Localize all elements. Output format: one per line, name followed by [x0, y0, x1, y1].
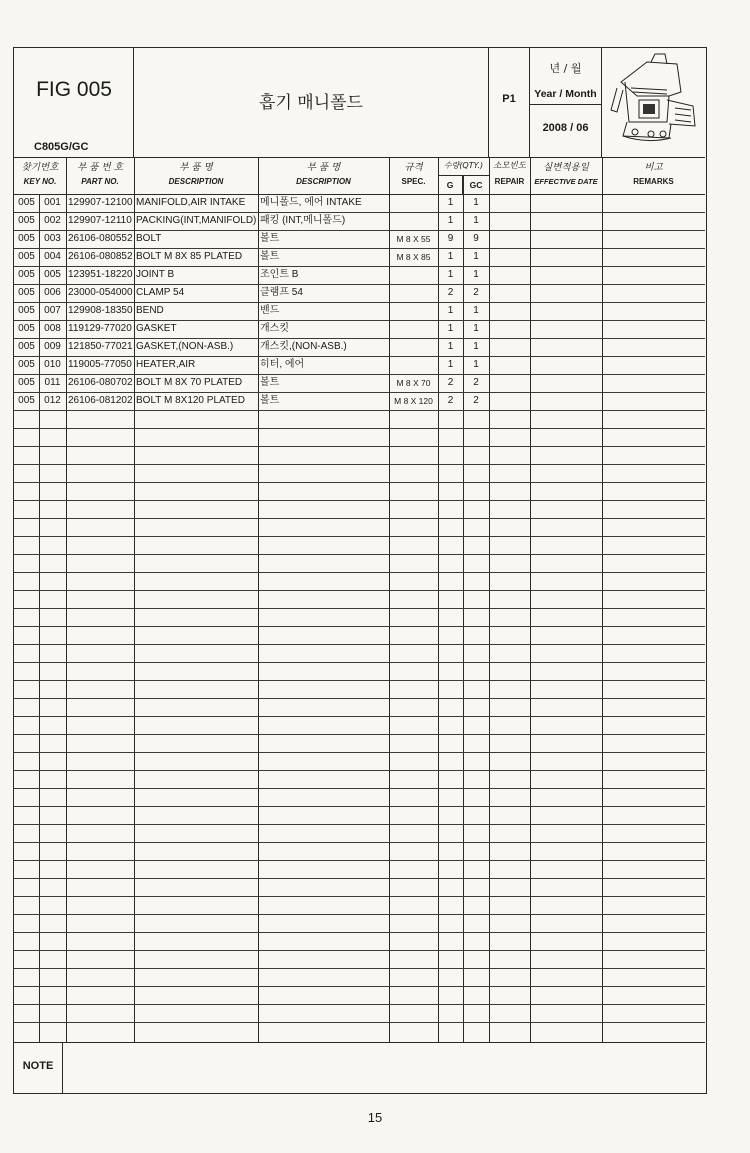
cell-desc-en: CLAMP 54 — [136, 287, 185, 298]
cell-part-no: 129908-18350 — [68, 305, 133, 316]
col-description-ko: 부 품 명 DESCRIPTION — [296, 162, 351, 186]
parts-table-body — [14, 194, 705, 1042]
title-cell — [134, 48, 489, 157]
cell-fig: 005 — [18, 197, 35, 208]
cell-key: 002 — [44, 215, 61, 226]
cell-part-no: 129907-12110 — [68, 215, 132, 226]
year-month-en: Year / Month — [534, 88, 597, 100]
cell-spec — [389, 194, 438, 212]
col-qty-gc: GC — [463, 175, 489, 194]
cell-spec: M 8 X 70 — [396, 378, 431, 388]
cell-desc-en: BOLT M 8X120 PLATED — [136, 395, 245, 406]
cell-g: 1 — [447, 305, 454, 316]
cell-key: 011 — [44, 377, 61, 388]
cell-g: 1 — [447, 197, 454, 208]
cell-part-no: 123951-18220 — [68, 269, 133, 280]
cell-fig: 005 — [18, 341, 35, 352]
col-description-en: 부 품 명 DESCRIPTION — [168, 162, 224, 186]
table-row — [14, 338, 705, 356]
cell-desc-en: MANIFOLD,AIR INTAKE — [136, 197, 246, 208]
fig-cell — [14, 48, 134, 157]
cell-g: 1 — [447, 215, 454, 226]
cell-key: 010 — [44, 359, 61, 370]
cell-fig: 005 — [18, 359, 35, 370]
sheet-header — [14, 48, 705, 158]
cell-gc: 9 — [473, 233, 479, 244]
cell-g: 2 — [447, 377, 454, 388]
cell-desc-ko: 볼트 — [260, 251, 280, 262]
cell-desc-en: GASKET — [136, 323, 177, 334]
cell-spec: M 8 X 120 — [394, 396, 433, 406]
cell-desc-en: BOLT — [136, 233, 162, 244]
col-remarks: 비고 REMARKS — [633, 162, 674, 186]
cell-gc: 1 — [473, 305, 479, 316]
cell-gc: 2 — [473, 377, 479, 388]
col-spec: 규격 SPEC. — [401, 162, 426, 186]
cell-part-no: 26106-080552 — [68, 233, 133, 244]
page-title: 흡기 매니폴드 — [259, 93, 363, 113]
cell-key: 012 — [44, 395, 61, 406]
cell-g: 9 — [447, 233, 454, 244]
table-row — [14, 302, 705, 320]
year-month-ko: 년 / 월 — [549, 62, 582, 75]
combine-harvester-icon — [607, 52, 701, 150]
cell-desc-ko: 조인트 B — [260, 269, 299, 280]
cell-part-no: 23000-054000 — [68, 287, 133, 298]
cell-part-no: 121850-77021 — [68, 341, 133, 352]
machine-cell — [602, 48, 705, 157]
col-repair: 소모빈도 REPAIR — [493, 161, 526, 186]
cell-key: 006 — [44, 287, 61, 298]
table-row — [14, 212, 705, 230]
cell-g: 1 — [447, 269, 454, 280]
cell-fig: 005 — [18, 251, 35, 262]
col-effective-date: 실변적용일 EFFECTIVE DATE — [534, 162, 598, 186]
cell-desc-ko: 메니폴드, 에어 INTAKE — [260, 197, 362, 208]
table-row — [14, 374, 705, 392]
parts-list-sheet — [13, 47, 707, 1094]
cell-fig: 005 — [18, 323, 35, 334]
table-row — [14, 284, 705, 302]
cell-part-no: 26106-080852 — [68, 251, 133, 262]
page-cell — [489, 48, 530, 157]
cell-gc: 1 — [473, 341, 479, 352]
note-label: NOTE — [14, 1043, 63, 1093]
issue-date: 2008 / 06 — [542, 122, 589, 134]
year-month-cell — [530, 48, 602, 157]
cell-spec: M 8 X 85 — [396, 252, 431, 262]
cell-spec: M 8 X 55 — [396, 234, 431, 244]
cell-key: 003 — [44, 233, 61, 244]
col-part-no: 부 품 번 호 PART NO. — [77, 162, 123, 186]
cell-g: 1 — [447, 323, 454, 334]
cell-desc-en: BEND — [136, 305, 164, 316]
cell-desc-en: PACKING(INT,MANIFOLD) — [136, 215, 257, 226]
cell-desc-en: JOINT B — [136, 269, 175, 280]
table-row — [14, 392, 705, 410]
cell-fig: 005 — [18, 377, 35, 388]
cell-part-no: 129907-12100 — [68, 197, 133, 208]
cell-desc-ko: 패킹 (INT,메니폴드) — [260, 215, 346, 226]
cell-spec — [389, 338, 438, 356]
cell-gc: 2 — [473, 395, 479, 406]
table-row — [14, 230, 705, 248]
model-code: C805G/GC — [34, 141, 89, 153]
cell-spec — [389, 284, 438, 302]
cell-part-no: 26106-081202 — [68, 395, 133, 406]
table-row — [14, 320, 705, 338]
cell-desc-en: GASKET,(NON-ASB.) — [136, 341, 234, 352]
cell-desc-en: HEATER,AIR — [136, 359, 196, 370]
cell-key: 007 — [44, 305, 61, 316]
cell-fig: 005 — [18, 269, 35, 280]
cell-key: 008 — [44, 323, 61, 334]
note-section — [14, 1042, 705, 1093]
cell-key: 009 — [44, 341, 61, 352]
cell-desc-ko: 볼트 — [260, 395, 280, 406]
cell-desc-ko: 볼트 — [260, 377, 280, 388]
col-qty: 수량(QTY.) G GC — [438, 157, 489, 194]
cell-g: 2 — [447, 395, 454, 406]
cell-gc: 1 — [473, 359, 479, 370]
cell-gc: 1 — [473, 215, 479, 226]
cell-part-no: 26106-080702 — [68, 377, 133, 388]
cell-desc-ko: 개스킷 — [260, 323, 289, 334]
table-row — [14, 194, 705, 212]
cell-spec — [389, 266, 438, 284]
cell-gc: 1 — [473, 197, 479, 208]
cell-key: 004 — [44, 251, 61, 262]
fig-code: FIG 005 — [36, 78, 112, 101]
cell-desc-ko: 밴드 — [260, 305, 280, 316]
cell-key: 001 — [44, 197, 61, 208]
cell-g: 1 — [447, 359, 454, 370]
cell-desc-ko: 볼트 — [260, 233, 280, 244]
cell-spec — [389, 356, 438, 374]
cell-desc-en: BOLT M 8X 70 PLATED — [136, 377, 243, 388]
cell-fig: 005 — [18, 215, 35, 226]
cell-fig: 005 — [18, 305, 35, 316]
col-key: 찾기번호 KEY NO. — [21, 162, 59, 186]
cell-desc-ko: 개스킷,(NON-ASB.) — [260, 341, 347, 352]
sheet-page: P1 — [502, 93, 516, 105]
cell-spec — [389, 302, 438, 320]
cell-fig: 005 — [18, 287, 35, 298]
cell-gc: 2 — [473, 287, 479, 298]
cell-spec — [389, 320, 438, 338]
cell-gc: 1 — [473, 323, 479, 334]
cell-part-no: 119129-77020 — [68, 323, 132, 334]
table-row — [14, 248, 705, 266]
cell-gc: 1 — [473, 251, 479, 262]
table-row — [14, 266, 705, 284]
cell-desc-en: BOLT M 8X 85 PLATED — [136, 251, 243, 262]
col-qty-g: G — [438, 175, 463, 194]
table-row — [14, 356, 705, 374]
cell-gc: 1 — [473, 269, 479, 280]
cell-g: 1 — [447, 251, 454, 262]
cell-part-no: 119005-77050 — [68, 359, 132, 370]
cell-g: 1 — [447, 341, 454, 352]
cell-desc-ko: 히터, 에어 — [260, 359, 305, 370]
cell-fig: 005 — [18, 233, 35, 244]
page-number: 15 — [367, 1110, 383, 1125]
cell-spec — [389, 212, 438, 230]
cell-key: 005 — [44, 269, 61, 280]
cell-fig: 005 — [18, 395, 35, 406]
cell-desc-ko: 클램프 54 — [260, 287, 303, 298]
cell-g: 2 — [447, 287, 454, 298]
